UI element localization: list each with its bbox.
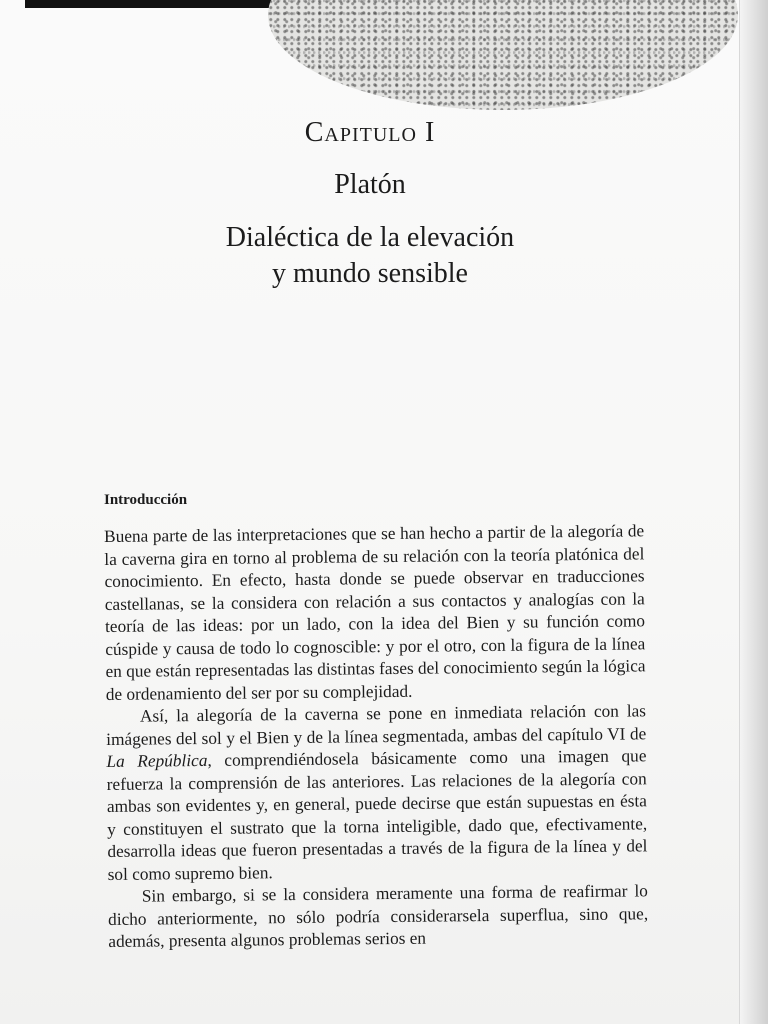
page-gutter-shadow xyxy=(739,0,768,1024)
chapter-header xyxy=(160,112,580,292)
chapter-title-line-2: y mundo sensible xyxy=(272,258,468,289)
paragraph-2-text-after: , comprendiéndosela básicamente como una imagen que refuerza la comprensión de las anteriores. Las relaciones de la alegoría con ambas son evidentes y, en general, puede decirse que están supuestas en ésta y constituyen el sustrato que la torna inteligible, dado que, efectivamente, desarrolla ideas que fueron presentadas a través de la figura de la línea y del sol como supremo bien. xyxy=(106,746,648,884)
paragraph-2 xyxy=(106,700,648,886)
chapter-title-line-1: Dialéctica de la elevación xyxy=(225,222,515,253)
book-title-italic: La República xyxy=(106,750,208,771)
paragraph-2-text-before: Así, la alegoría de la caverna se pone en inmediata relación con las imágenes del sol y el Bien y de la línea segmentada, ambas del capítulo VI de xyxy=(106,701,647,749)
section-heading: Introducción xyxy=(104,492,188,508)
chapter-title xyxy=(160,220,580,292)
chapter-label: Capitulo I xyxy=(304,117,436,148)
paragraph-1: Buena parte de las interpretaciones que se han hecho a partir de la alegoría de la caverna gira en torno al problema de su relación con la teoría platónica del conocimiento. En efecto, hasta donde se puede observar en traducciones castellanas, se la considera con relación a sus contactos y analogías con la teoría de las ideas: por un lado, con la idea del Bien y su función como cúspide y causa de todo lo cognoscible: y por el otro, con la figura de la línea en que están representadas las distintas fases del conocimiento según la lógica de ordenamiento del ser por su complejidad. xyxy=(104,521,646,704)
paragraph-3: Sin embargo, si se la considera meramente una forma de reafirmar lo dicho anteriormente, no sólo podría considerarsela superflua, sino que, además, presenta algunos problemas serios en xyxy=(108,881,649,951)
scan-noise-artifact xyxy=(268,0,738,110)
chapter-author: Platón xyxy=(334,169,406,200)
body-text xyxy=(104,520,648,953)
